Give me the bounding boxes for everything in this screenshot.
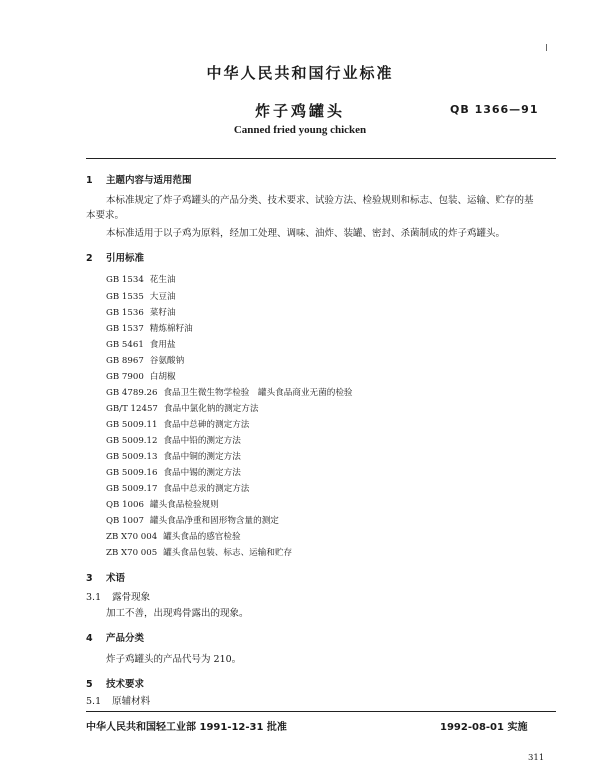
term-definition: 加工不善，出现鸡骨露出的现象。: [106, 608, 249, 619]
section-number: 1: [86, 175, 93, 186]
reference-item: [106, 466, 241, 478]
reference-code: GB 1535: [106, 292, 144, 302]
reference-title: 罐头食品净重和固形物含量的测定: [149, 516, 279, 526]
reference-item: [106, 402, 258, 414]
section-title: 产品分类: [105, 633, 144, 644]
section-number: 3: [86, 573, 93, 584]
reference-title: 食品中锡的测定方法: [163, 468, 241, 478]
reference-code: GB 4789.26: [106, 388, 158, 398]
reference-title: 大豆油: [149, 292, 176, 302]
classification-text: 炸子鸡罐头的产品代号为 210。: [106, 654, 242, 665]
reference-item: [106, 273, 176, 285]
reference-item: [106, 338, 176, 350]
section-number: 5: [86, 679, 93, 690]
section-title: 引用标准: [105, 253, 144, 264]
paragraph-line: 本标准规定了炸子鸡罐头的产品分类、技术要求、试验方法、检验规则和标志、包装、运输、贮存的基: [106, 195, 534, 206]
reference-code: GB 1536: [106, 308, 144, 318]
paragraph-line: 本要求。: [86, 210, 125, 221]
footer-rule: [86, 711, 556, 712]
reference-title: 食品卫生微生物学检验 罐头食品商业无菌的检验: [163, 388, 353, 398]
subsection-5-1: [86, 694, 150, 709]
page-number: 311: [528, 753, 545, 763]
reference-title: 食品中氯化钠的测定方法: [163, 404, 259, 414]
reference-code: GB 5009.12: [106, 436, 158, 446]
section-1-heading: [86, 172, 191, 186]
corner-mark: [546, 44, 547, 51]
effective-date: 1992-08-01 实施: [440, 722, 528, 733]
section-title: 技术要求: [105, 679, 144, 690]
section-title: 术语: [105, 573, 125, 584]
document-title: 炸子鸡罐头: [254, 102, 345, 120]
reference-code: GB 1534: [106, 275, 144, 285]
reference-code: QB 1007: [106, 516, 144, 526]
section-4-heading: [86, 630, 144, 644]
subsection-number: 5.1: [86, 696, 102, 707]
reference-item: [106, 386, 353, 398]
section-3-heading: [86, 570, 125, 584]
reference-title: 食用盐: [149, 340, 176, 350]
english-title: Canned fried young chicken: [233, 124, 367, 136]
reference-item: [106, 290, 176, 302]
reference-item: [106, 450, 241, 462]
section-2-heading: [86, 250, 144, 264]
section-number: 4: [86, 633, 93, 644]
reference-code: GB 5461: [106, 340, 144, 350]
section-number: 2: [86, 253, 93, 264]
reference-title: 食品中铜的测定方法: [163, 452, 241, 462]
reference-item: [106, 354, 184, 366]
reference-code: GB 5009.13: [106, 452, 158, 462]
reference-code: GB 5009.16: [106, 468, 158, 478]
reference-code: ZB X70 004: [106, 532, 158, 542]
reference-item: [106, 370, 176, 382]
reference-title: 精炼棉籽油: [149, 324, 193, 334]
reference-title: 菜籽油: [149, 308, 176, 318]
reference-title: 谷氨酸钠: [149, 356, 185, 366]
reference-item: [106, 546, 292, 558]
reference-title: 罐头食品检验规则: [149, 500, 219, 510]
reference-code: ZB X70 005: [106, 548, 158, 558]
reference-code: GB 1537: [106, 324, 144, 334]
header-rule: [86, 158, 556, 159]
reference-item: [106, 306, 176, 318]
reference-code: GB 7900: [106, 372, 144, 382]
approval-statement: 中华人民共和国轻工业部 1991-12-31 批准: [86, 722, 287, 733]
reference-title: 罐头食品的感官检验: [163, 532, 241, 542]
reference-item: [106, 418, 249, 430]
reference-title: 罐头食品包装、标志、运输和贮存: [163, 548, 293, 558]
reference-item: [106, 322, 193, 334]
reference-title: 食品中总汞的测定方法: [163, 484, 250, 494]
reference-code: GB/T 12457: [106, 404, 158, 414]
subsection-title: 原辅材料: [112, 696, 151, 707]
reference-item: [106, 514, 279, 526]
reference-title: 花生油: [149, 275, 176, 285]
term-number: 3.1: [86, 592, 102, 603]
reference-title: 白胡椒: [149, 372, 176, 382]
reference-code: GB 8967: [106, 356, 144, 366]
reference-title: 食品中铅的测定方法: [163, 436, 241, 446]
term-name: 露骨现象: [112, 592, 151, 603]
standard-category-title: 中华人民共和国行业标准: [206, 64, 394, 82]
reference-item: [106, 482, 249, 494]
paragraph-line: 本标准适用于以子鸡为原料，经加工处理、调味、油炸、装罐、密封、杀菌制成的炸子鸡罐头。: [106, 228, 506, 239]
reference-item: [106, 498, 219, 510]
section-title: 主题内容与适用范围: [105, 175, 192, 186]
reference-code: GB 5009.17: [106, 484, 158, 494]
reference-code: QB 1006: [106, 500, 144, 510]
term-heading: [86, 590, 150, 605]
reference-code: GB 5009.11: [106, 420, 158, 430]
reference-item: [106, 530, 241, 542]
reference-item: [106, 434, 241, 446]
section-5-heading: [86, 676, 144, 690]
standard-number: QB 1366—91: [450, 103, 539, 116]
reference-title: 食品中总砷的测定方法: [163, 420, 250, 430]
